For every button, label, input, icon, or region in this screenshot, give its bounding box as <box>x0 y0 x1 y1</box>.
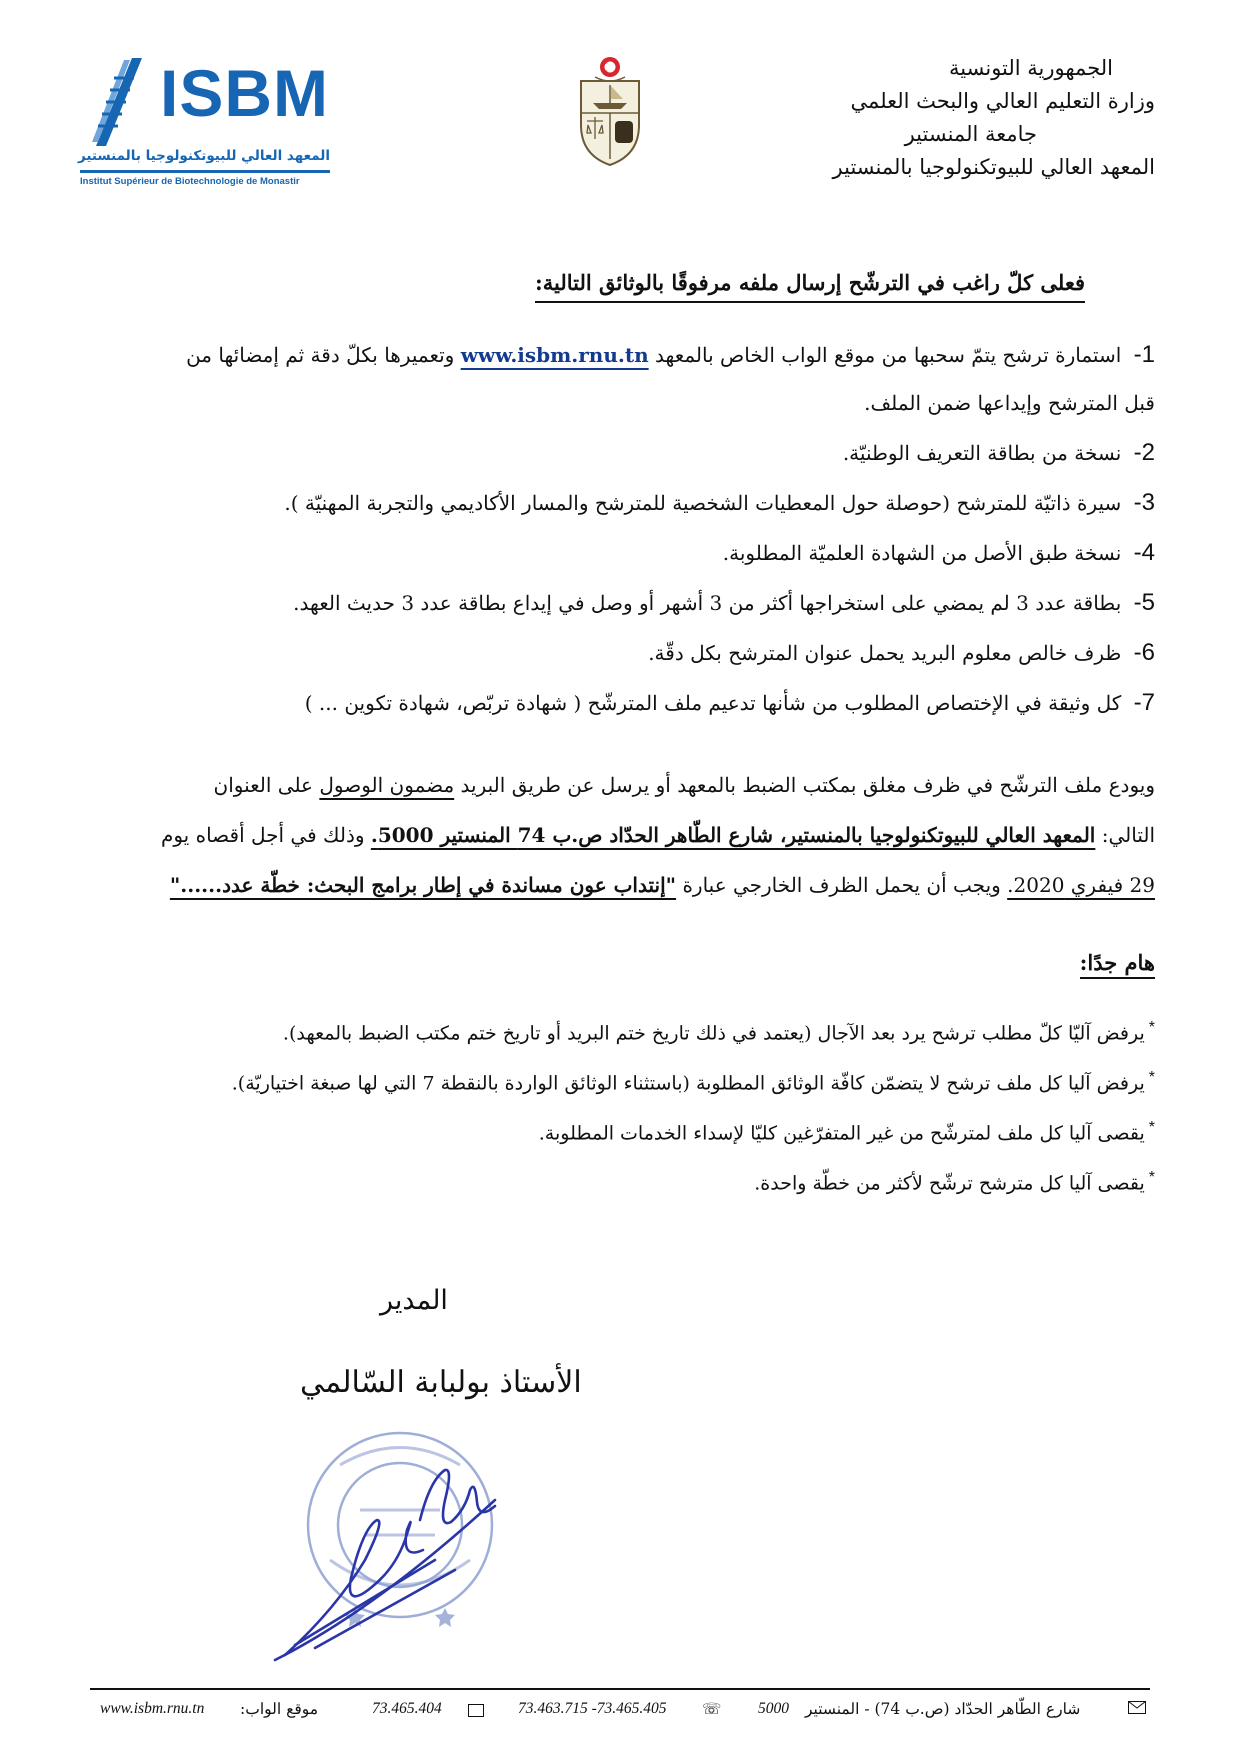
deposit-line-3 <box>75 860 1155 910</box>
footer-postal-code: 5000 <box>758 1700 789 1717</box>
asterisk-icon: * <box>1148 1169 1155 1186</box>
deposit-text: التالي: <box>1101 823 1155 847</box>
item-number: 7- <box>1133 689 1155 716</box>
important-note-2 <box>75 1055 1155 1106</box>
item-text: ظرف خالص معلوم البريد يحمل عنوان المترشح بكل دقّة. <box>648 641 1122 665</box>
deposit-line-1 <box>75 760 1155 810</box>
footer-website-label: موقع الواب: <box>240 1700 319 1718</box>
requirement-item-3 <box>80 478 1155 528</box>
institute-line: المعهد العالي للبيوتكنولوجيا بالمنستير <box>832 155 1155 179</box>
asterisk-icon: * <box>1148 1019 1155 1036</box>
item-text: نسخة طبق الأصل من الشهادة العلميّة المطلوبة. <box>722 541 1122 565</box>
logo-french-name: Institut Supérieur de Biotechnologie de Monastir <box>80 176 300 187</box>
registered-mail-text: مضمون الوصول <box>319 773 455 797</box>
republic-line: الجمهورية التونسية <box>949 56 1113 80</box>
phone-icon: ☏ <box>702 1700 722 1718</box>
logo-wordmark: ISBM <box>160 56 329 130</box>
dna-helix-icon <box>84 54 154 149</box>
item-number: 6- <box>1133 639 1155 666</box>
requirement-item-1-continuation: قبل المترشح وإيداعها ضمن الملف. <box>864 391 1155 415</box>
important-heading: هام جدًا: <box>1080 950 1155 979</box>
requirement-item-4 <box>80 528 1155 578</box>
asterisk-icon: * <box>1148 1069 1155 1086</box>
footer-phones: 73.463.715 -73.465.405 <box>518 1700 667 1717</box>
requirement-item-1 <box>80 330 1155 380</box>
institute-address: المعهد العالي للبيوتكنولوجيا بالمنستير، شارع الطّاهر الحدّاد ص.ب 74 المنستير 5000. <box>370 823 1096 847</box>
item-number: 2- <box>1133 439 1155 466</box>
item-number: 5- <box>1133 589 1155 616</box>
important-note-4 <box>75 1155 1155 1206</box>
director-name: الأستاذ بولبابة السّالمي <box>300 1365 582 1400</box>
mail-icon <box>1128 1700 1146 1718</box>
director-title: المدير <box>380 1285 448 1316</box>
footer <box>90 1696 1150 1726</box>
asterisk-icon: * <box>1148 1119 1155 1136</box>
note-text: يقصى آليا كل ملف لمترشّح من غير المتفرّغين كليّا لإسداء الخدمات المطلوبة. <box>538 1122 1145 1145</box>
note-text: يرفض آليّا كلّ مطلب ترشح يرد بعد الآجال (يعتمد في ذلك تاريخ ختم البريد أو تاريخ ختم مكتب الضبط بالمعهد). <box>282 1022 1145 1045</box>
logo-arabic-name: المعهد العالي للبيوتكنولوجيا بالمنستير <box>77 148 330 164</box>
item-text: كل وثيقة في الإختصاص المطلوب من شأنها تدعيم ملف المترشّح ( شهادة تربّص، شهادة تكوين ... ) <box>304 691 1122 715</box>
intro-heading: فعلى كلّ راغب في الترشّح إرسال ملفه مرفوقًا بالوثائق التالية: <box>535 270 1085 303</box>
item-text: بطاقة عدد 3 لم يمضي على استخراجها أكثر من 3 أشهر أو وصل في إيداع بطاقة عدد 3 حديث العهد. <box>293 591 1122 615</box>
requirement-item-5 <box>80 578 1155 628</box>
requirement-item-6 <box>80 628 1155 678</box>
ministry-line: وزارة التعليم العالي والبحث العلمي <box>850 89 1155 113</box>
footer-fax: 73.465.404 <box>372 1700 442 1717</box>
footer-website[interactable]: www.isbm.rnu.tn <box>100 1700 205 1717</box>
item-text: نسخة من بطاقة التعريف الوطنيّة. <box>842 441 1122 465</box>
requirement-item-7 <box>80 678 1155 728</box>
item-number: 3- <box>1133 489 1155 516</box>
official-stamp-icon <box>255 1410 585 1670</box>
website-link[interactable]: www.isbm.rnu.tn <box>460 343 649 367</box>
item-text-cont: وتعميرها بكلّ دقة ثم إمضائها من <box>186 343 455 367</box>
isbm-logo <box>70 48 330 198</box>
footer-divider <box>90 1688 1150 1690</box>
ministry-header <box>715 52 1155 184</box>
requirement-item-2 <box>80 428 1155 478</box>
note-text: يرفض آليا كل ملف ترشح لا يتضمّن كافّة الوثائق المطلوبة (باستثناء الوثائق الواردة بالنقطة 7 التي لها صبغة اختياريّة). <box>231 1072 1145 1095</box>
envelope-label-text: "إنتداب عون مساندة في إطار برامج البحث: خطّة عدد......" <box>169 873 677 897</box>
tunisia-coat-of-arms-icon <box>575 55 645 170</box>
deadline-date: 29 فيفري 2020. <box>1007 873 1155 897</box>
deposit-line-2 <box>75 810 1155 860</box>
deposit-text: على العنوان <box>213 773 313 797</box>
item-text: استمارة ترشح يتمّ سحبها من موقع الواب الخاص بالمعهد <box>655 343 1122 367</box>
important-note-3 <box>75 1105 1155 1156</box>
deposit-text: وذلك في أجل أقصاه يوم <box>160 823 365 847</box>
item-number: 1- <box>1133 341 1155 368</box>
item-text: سيرة ذاتيّة للمترشح (حوصلة حول المعطيات الشخصية للمترشح والمسار الأكاديمي والتجربة المهنيّة ). <box>284 491 1122 515</box>
item-number: 4- <box>1133 539 1155 566</box>
fax-icon <box>468 1700 484 1718</box>
important-note-1 <box>75 1005 1155 1056</box>
note-text: يقصى آليا كل مترشح ترشّح لأكثر من خطّة واحدة. <box>754 1172 1145 1195</box>
deposit-text: ويودع ملف الترشّح في ظرف مغلق بمكتب الضبط بالمعهد أو يرسل عن طريق البريد <box>460 773 1155 797</box>
logo-divider <box>80 170 330 173</box>
footer-address: شارع الطّاهر الحدّاد (ص.ب 74) - المنستير <box>805 1700 1081 1718</box>
deposit-text: ويجب أن يحمل الظرف الخارجي عبارة <box>682 873 1001 897</box>
university-line: جامعة المنستير <box>904 122 1037 146</box>
